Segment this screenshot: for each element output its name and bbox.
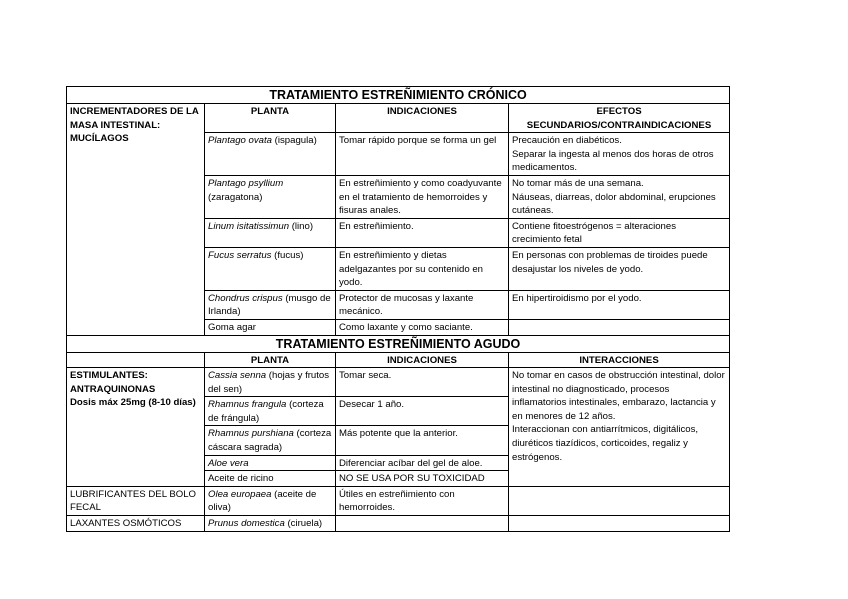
interactions-line: No tomar en casos de obstrucción intestinal, dolor intestinal no diagnosticado, procesos inflamatorios intestinales, embarazo, lactancia y en menores de 12 años. bbox=[512, 370, 725, 422]
plant-cell bbox=[205, 397, 336, 426]
effects-cell: Contiene fitoestrógenos = alteraciones crecimiento fetal bbox=[509, 218, 730, 247]
plant-latin-name: Cassia senna bbox=[208, 370, 267, 382]
effects-line: Separar la ingesta al menos dos horas de otros medicamentos. bbox=[512, 148, 714, 174]
effects-cell: En hipertiroidismo por el yodo. bbox=[509, 290, 730, 319]
indications-cell: Tomar rápido porque se forma un gel bbox=[336, 133, 509, 176]
remedies-document bbox=[66, 86, 729, 532]
plant-cell bbox=[205, 175, 336, 218]
plant-common-name: (ciruela) bbox=[284, 518, 323, 530]
interactions-cell-empty bbox=[509, 516, 730, 532]
effects-line: Precaución en diabéticos. bbox=[512, 135, 622, 147]
plant-common-name: (hojas y frutos del sen) bbox=[208, 370, 330, 395]
plant-common-name: (corteza cáscara sagrada) bbox=[208, 428, 332, 454]
plant-latin-name: Rhamnus purshiana bbox=[208, 428, 294, 440]
chronic-category bbox=[67, 104, 205, 336]
dose-line: Dosis máx 25mg (8-10 días) bbox=[70, 397, 196, 409]
plant-latin-name: Fucus serratus bbox=[208, 249, 272, 261]
plant-cell bbox=[205, 290, 336, 319]
plant-cell bbox=[205, 426, 336, 455]
plant-common-name: (aceite de oliva) bbox=[208, 488, 317, 514]
plant-cell: Aceite de ricino bbox=[205, 471, 336, 487]
lubricants-category: LUBRIFICANTES DEL BOLO FECAL bbox=[67, 486, 205, 515]
indications-cell: Más potente que la anterior. bbox=[336, 426, 509, 455]
effects-line: Náuseas, diarreas, dolor abdominal, erupciones cutáneas. bbox=[512, 191, 716, 217]
plant-common-name: (fucus) bbox=[271, 249, 304, 261]
header-line: EFECTOS bbox=[596, 106, 642, 117]
treatment-table bbox=[66, 86, 730, 532]
osmotic-category: LAXANTES OSMÓTICOS bbox=[67, 516, 205, 532]
effects-cell: En personas con problemas de tiroides puede desajustar los niveles de yodo. bbox=[509, 247, 730, 290]
plant-latin-name: Aloe vera bbox=[208, 457, 249, 469]
indications-cell: En estreñimiento. bbox=[336, 218, 509, 247]
plant-cell bbox=[205, 247, 336, 290]
effects-line: No tomar más de una semana. bbox=[512, 177, 644, 189]
plant-cell bbox=[205, 368, 336, 397]
acute-header-indications: INDICACIONES bbox=[336, 352, 509, 368]
plant-latin-name: Prunus domestica bbox=[208, 518, 285, 530]
chronic-header-indications: INDICACIONES bbox=[336, 104, 509, 133]
indications-cell: Desecar 1 año. bbox=[336, 397, 509, 426]
indications-cell: En estreñimiento y como coadyuvante en el tratamiento de hemorroides y fisuras anales. bbox=[336, 175, 509, 218]
indications-cell: Como laxante y como saciante. bbox=[336, 319, 509, 335]
plant-cell bbox=[205, 133, 336, 176]
indications-cell: Tomar seca. bbox=[336, 368, 509, 397]
category-line: ANTRAQUINONAS bbox=[70, 383, 156, 395]
plant-common-name: (corteza de frángula) bbox=[208, 399, 324, 424]
plant-cell bbox=[205, 486, 336, 515]
plant-cell: Goma agar bbox=[205, 319, 336, 335]
chronic-title: TRATAMIENTO ESTREÑIMIENTO CRÓNICO bbox=[67, 87, 730, 104]
plant-latin-name: Linum isitatissimun bbox=[208, 220, 290, 232]
indications-cell: Diferenciar acíbar del gel de aloe. bbox=[336, 455, 509, 471]
plant-common-name: (lino) bbox=[289, 220, 314, 232]
effects-cell bbox=[509, 133, 730, 176]
acute-title: TRATAMIENTO ESTREÑIMIENTO AGUDO bbox=[67, 335, 730, 352]
plant-latin-name: Olea europaea bbox=[208, 488, 272, 500]
plant-cell bbox=[205, 516, 336, 532]
chronic-header-plant: PLANTA bbox=[205, 104, 336, 133]
indications-cell: Protector de mucosas y laxante mecánico. bbox=[336, 290, 509, 319]
category-line: INCREMENTADORES DE LA bbox=[70, 106, 199, 117]
category-line: ESTIMULANTES: bbox=[70, 370, 148, 382]
plant-cell bbox=[205, 218, 336, 247]
acute-header-interactions: INTERACCIONES bbox=[509, 352, 730, 368]
interactions-cell-empty bbox=[509, 486, 730, 515]
effects-cell bbox=[509, 319, 730, 335]
chronic-header-effects bbox=[509, 104, 730, 133]
interactions-line: Interaccionan con antiarrítmicos, digitálicos, diuréticos tiazídicos, corticoides, regaliz y estrógenos. bbox=[512, 424, 699, 463]
indications-cell: NO SE USA POR SU TOXICIDAD bbox=[336, 471, 509, 487]
plant-common-name: (ispagula) bbox=[272, 135, 317, 147]
indications-cell-empty bbox=[336, 516, 509, 532]
header-line: SECUNDARIOS/CONTRAINDICACIONES bbox=[526, 119, 712, 131]
plant-latin-name: Plantago psyllium bbox=[208, 177, 284, 189]
acute-header-empty bbox=[67, 352, 205, 368]
category-line: MUCÍLAGOS bbox=[70, 133, 129, 145]
plant-latin-name: Plantago ovata bbox=[208, 135, 273, 147]
indications-cell: En estreñimiento y dietas adelgazantes por su contenido en yodo. bbox=[336, 247, 509, 290]
effects-cell bbox=[509, 175, 730, 218]
category-line: MASA INTESTINAL: bbox=[70, 119, 161, 131]
acute-header-plant: PLANTA bbox=[205, 352, 336, 368]
plant-latin-name: Chondrus crispus bbox=[208, 292, 283, 304]
plant-common-name: (zaragatona) bbox=[208, 191, 263, 203]
stimulants-category bbox=[67, 368, 205, 487]
interactions-cell bbox=[509, 368, 730, 487]
indications-cell: Útiles en estreñimiento con hemorroides. bbox=[336, 486, 509, 515]
plant-latin-name: Rhamnus frangula bbox=[208, 399, 287, 411]
plant-cell bbox=[205, 455, 336, 471]
plant-common-name: (musgo de Irlanda) bbox=[208, 292, 331, 318]
